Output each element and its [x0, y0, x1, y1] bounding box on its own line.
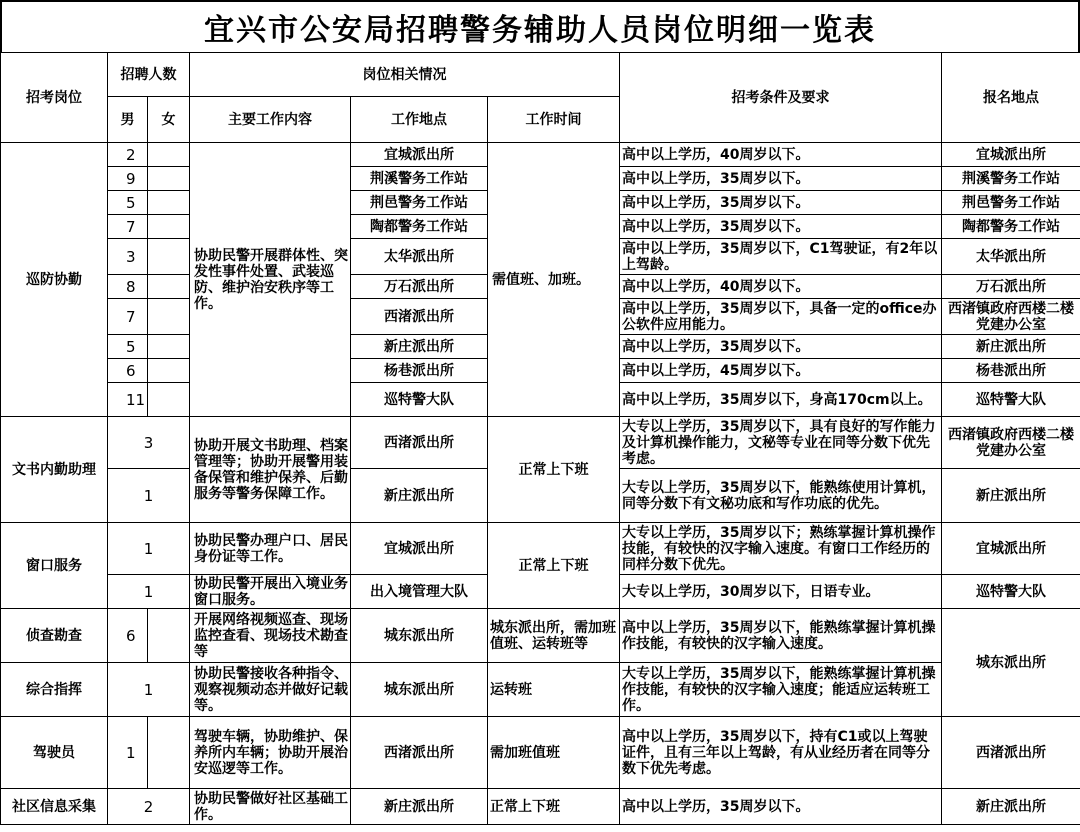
patrol-work: 协助民警开展群体性、突发性事件处置、武装巡防、维护治安秩序等工作。: [190, 143, 351, 417]
post-investigation: 侦查勘查: [1, 609, 108, 663]
male-count: 2: [108, 143, 148, 167]
location: 西渚派出所: [351, 417, 488, 469]
female-count: [148, 609, 190, 663]
signup-place: 荆邑警务工作站: [942, 191, 1080, 215]
female-count: [148, 275, 190, 299]
male-count: 11: [108, 383, 148, 417]
location: 宜城派出所: [351, 143, 488, 167]
requirement: 大专以上学历，30周岁以下，日语专业。: [620, 575, 942, 609]
location: 出入境管理大队: [351, 575, 488, 609]
requirement: 高中以上学历，35周岁以下。: [620, 167, 942, 191]
location: 荆邑警务工作站: [351, 191, 488, 215]
work-content: 协助民警办理户口、居民身份证等工作。: [190, 523, 351, 575]
window-time: 正常上下班: [488, 523, 620, 609]
male-count: 7: [108, 299, 148, 335]
signup-place: 荆溪警务工作站: [942, 167, 1080, 191]
post-window: 窗口服务: [1, 523, 108, 609]
table-row: [1, 417, 1080, 469]
header-job-info: 岗位相关情况: [190, 53, 620, 97]
work-time: 正常上下班: [488, 789, 620, 825]
requirement: 高中以上学历，35周岁以下，能熟练掌握计算机操作技能，有较快的汉字输入速度。: [620, 609, 942, 663]
table-row: [1, 609, 1080, 663]
signup-place: 宜城派出所: [942, 523, 1080, 575]
requirement: 大专以上学历，35周岁以下；熟练掌握计算机操作技能，有较快的汉字输入速度。有窗口工作经历的同样分数下优先。: [620, 523, 942, 575]
signup-place: 宜城派出所: [942, 143, 1080, 167]
female-count: [148, 167, 190, 191]
female-count: [148, 215, 190, 239]
requirement: 高中以上学历，35周岁以下，持有C1或以上驾驶证件，且有三年以上驾龄，有从业经历者在同等分数下优先考虑。: [620, 717, 942, 789]
location: 太华派出所: [351, 239, 488, 275]
signup-place: 西渚镇政府西楼二楼党建办公室: [942, 417, 1080, 469]
location: 西渚派出所: [351, 299, 488, 335]
signup-place: 万石派出所: [942, 275, 1080, 299]
recruit-count: 1: [108, 469, 190, 523]
post-clerk: 文书内勤助理: [1, 417, 108, 523]
requirement: 高中以上学历，40周岁以下。: [620, 275, 942, 299]
signup-place: 新庄派出所: [942, 469, 1080, 523]
header-location: 工作地点: [351, 97, 488, 143]
requirement: 高中以上学历，45周岁以下。: [620, 359, 942, 383]
male-count: 6: [108, 609, 148, 663]
signup-place: 巡特警大队: [942, 575, 1080, 609]
location: 杨巷派出所: [351, 359, 488, 383]
requirement: 高中以上学历，35周岁以下。: [620, 335, 942, 359]
female-count: [148, 191, 190, 215]
work-content: 协助民警开展出入境业务窗口服务。: [190, 575, 351, 609]
location: 新庄派出所: [351, 335, 488, 359]
male-count: 5: [108, 335, 148, 359]
requirement: 大专以上学历，35周岁以下，具有良好的写作能力及计算机操作能力，文秘等专业在同等分数下优先考虑。: [620, 417, 942, 469]
recruit-count: 2: [108, 789, 190, 825]
female-count: [148, 359, 190, 383]
location: 新庄派出所: [351, 469, 488, 523]
female-count: [148, 383, 190, 417]
requirement: 高中以上学历，35周岁以下。: [620, 191, 942, 215]
work-content: 驾驶车辆，协助维护、保养所内车辆；协助开展治安巡逻等工作。: [190, 717, 351, 789]
post-community: 社区信息采集: [1, 789, 108, 825]
requirement: 高中以上学历，35周岁以下。: [620, 789, 942, 825]
clerk-time: 正常上下班: [488, 417, 620, 523]
recruit-count: 1: [108, 523, 190, 575]
table-row: [1, 523, 1080, 575]
location: 城东派出所: [351, 663, 488, 717]
requirement: 大专以上学历，35周岁以下，能熟练掌握计算机操作技能，有较快的汉字输入速度；能适应运转班工作。: [620, 663, 942, 717]
signup-place: 新庄派出所: [942, 335, 1080, 359]
header-female: 女: [148, 97, 190, 143]
male-count: 5: [108, 191, 148, 215]
location: 城东派出所: [351, 609, 488, 663]
signup-place: 新庄派出所: [942, 789, 1080, 825]
female-count: [148, 335, 190, 359]
requirement: 高中以上学历，35周岁以下，C1驾驶证，有2年以上驾龄。: [620, 239, 942, 275]
recruit-count: 1: [108, 663, 190, 717]
table-row: [1, 717, 1080, 789]
header-post: 招考岗位: [1, 53, 108, 143]
requirement: 高中以上学历，35周岁以下，具备一定的office办公软件应用能力。: [620, 299, 942, 335]
signup-place: 太华派出所: [942, 239, 1080, 275]
header-requirements: 招考条件及要求: [620, 53, 942, 143]
location: 荆溪警务工作站: [351, 167, 488, 191]
male-count: 9: [108, 167, 148, 191]
signup-place: 城东派出所: [942, 609, 1080, 717]
patrol-time: 需值班、加班。: [488, 143, 620, 417]
female-count: [148, 717, 190, 789]
location: 西渚派出所: [351, 717, 488, 789]
location: 宜城派出所: [351, 523, 488, 575]
post-command: 综合指挥: [1, 663, 108, 717]
post-driver: 驾驶员: [1, 717, 108, 789]
location: 陶都警务工作站: [351, 215, 488, 239]
female-count: [148, 143, 190, 167]
work-time: 运转班: [488, 663, 620, 717]
clerk-work: 协助开展文书助理、档案管理等；协助开展警用装备保管和维护保养、后勤服务等警务保障工作。: [190, 417, 351, 523]
male-count: 3: [108, 239, 148, 275]
location: 巡特警大队: [351, 383, 488, 417]
signup-place: 陶都警务工作站: [942, 215, 1080, 239]
signup-place: 杨巷派出所: [942, 359, 1080, 383]
work-content: 开展网络视频巡查、现场监控查看、现场技术勘查等: [190, 609, 351, 663]
requirement: 高中以上学历，40周岁以下。: [620, 143, 942, 167]
table-row: [1, 789, 1080, 825]
signup-place: 西渚派出所: [942, 717, 1080, 789]
page-title: 宜兴市公安局招聘警务辅助人员岗位明细一览表: [0, 0, 1080, 52]
location: 万石派出所: [351, 275, 488, 299]
header-signup: 报名地点: [942, 53, 1080, 143]
header-work-time: 工作时间: [488, 97, 620, 143]
post-patrol: 巡防协勤: [1, 143, 108, 417]
male-count: 7: [108, 215, 148, 239]
male-count: 6: [108, 359, 148, 383]
recruit-count: 1: [108, 575, 190, 609]
requirement: 大专以上学历，35周岁以下，能熟练使用计算机，同等分数下有文秘功底和写作功底的优先。: [620, 469, 942, 523]
male-count: 8: [108, 275, 148, 299]
header-recruit-count: 招聘人数: [108, 53, 190, 97]
table-row: [1, 663, 1080, 717]
female-count: [148, 299, 190, 335]
signup-place: 巡特警大队: [942, 383, 1080, 417]
work-content: 协助民警做好社区基础工作。: [190, 789, 351, 825]
table-row: [1, 143, 1080, 167]
work-time: 需加班值班: [488, 717, 620, 789]
work-content: 协助民警接收各种指令、观察视频动态并做好记载等。: [190, 663, 351, 717]
header-male: 男: [108, 97, 148, 143]
male-count: 1: [108, 717, 148, 789]
location: 新庄派出所: [351, 789, 488, 825]
work-time: 城东派出所，需加班值班、运转班等: [488, 609, 620, 663]
signup-place: 西渚镇政府西楼二楼党建办公室: [942, 299, 1080, 335]
requirement: 高中以上学历，35周岁以下，身高170cm以上。: [620, 383, 942, 417]
recruit-count: 3: [108, 417, 190, 469]
requirement: 高中以上学历，35周岁以下。: [620, 215, 942, 239]
female-count: [148, 239, 190, 275]
recruitment-table: [0, 52, 1080, 825]
header-main-work: 主要工作内容: [190, 97, 351, 143]
